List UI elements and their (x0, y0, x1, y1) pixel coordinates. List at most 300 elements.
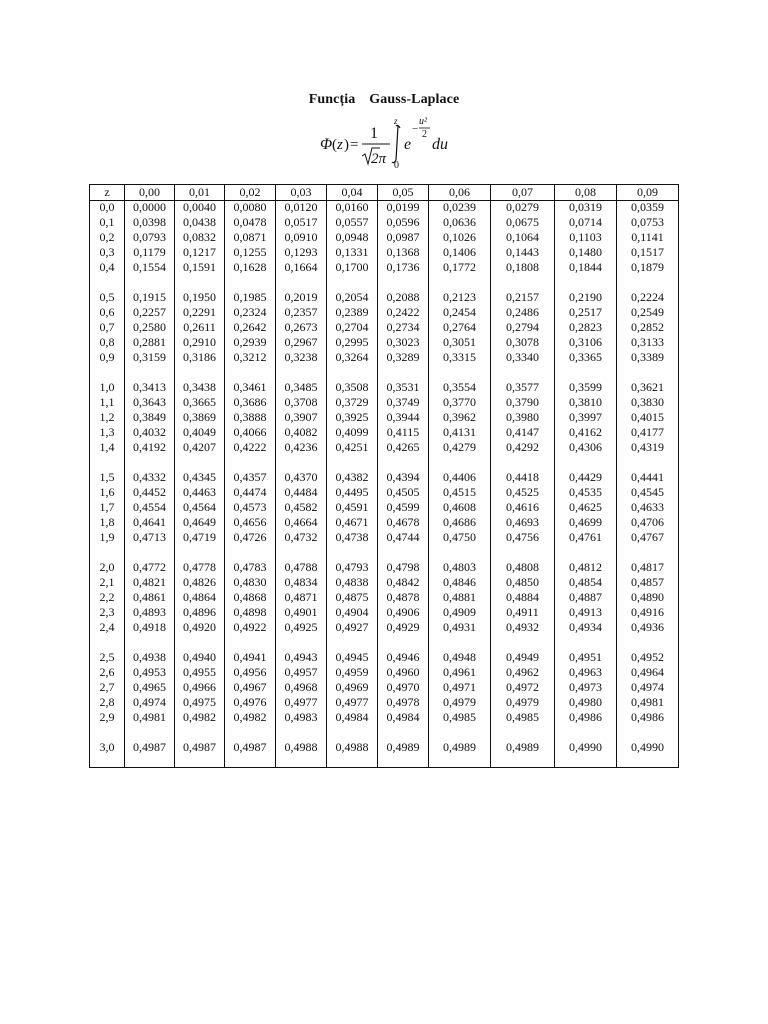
table-cell: 0,4842 (386, 575, 420, 589)
table-cell: 0,4976 (233, 695, 267, 709)
table-cell: 0,2823 (569, 320, 602, 334)
row-z-label: 0,9 (99, 350, 115, 364)
table-cell: 0,4973 (569, 680, 602, 694)
table-cell: 0,4616 (506, 500, 539, 514)
column-header: 0,01 (175, 185, 224, 201)
table-cell: 0,4783 (233, 560, 267, 574)
row-z-label: 2,4 (99, 620, 115, 634)
table-cell: 0,4826 (183, 575, 216, 589)
column-3 (224, 185, 275, 767)
formula-equals: = (350, 137, 359, 153)
table-cell: 0,4738 (335, 530, 369, 544)
table-cell: 0,4972 (506, 680, 539, 694)
table-cell: 0,4608 (443, 500, 476, 514)
table-cell: 0,4981 (133, 710, 166, 724)
table-cell: 0,4974 (133, 695, 166, 709)
table-cell: 0,4985 (506, 710, 539, 724)
table-cell: 0,0120 (284, 200, 318, 214)
table-cell: 0,4429 (569, 470, 602, 484)
table-cell: 0,2422 (386, 305, 420, 319)
table-cell: 0,2967 (284, 335, 318, 349)
table-cell: 0,0398 (133, 215, 166, 229)
table-cell: 0,3790 (506, 395, 539, 409)
table-cell: 0,0438 (183, 215, 216, 229)
table-cell: 0,4949 (506, 650, 539, 664)
table-cell: 0,4861 (133, 590, 166, 604)
table-cell: 0,2389 (335, 305, 369, 319)
table-cell: 0,4545 (631, 485, 664, 499)
table-cell: 0,4922 (233, 620, 267, 634)
table-cell: 0,4418 (506, 470, 539, 484)
table-cell: 0,3980 (506, 410, 539, 424)
table-cell: 0,4582 (284, 500, 318, 514)
table-cell: 0,4406 (443, 470, 476, 484)
table-cell: 0,4846 (443, 575, 476, 589)
table-cell: 0,4699 (569, 515, 602, 529)
formula-arg: z (337, 137, 343, 153)
table-cell: 0,4986 (569, 710, 602, 724)
table-cell: 0,4817 (631, 560, 664, 574)
table-cell: 0,4726 (233, 530, 267, 544)
column-4 (275, 185, 326, 767)
formula-exp-numerator: u² (419, 116, 427, 127)
table-cell: 0,0319 (569, 200, 602, 214)
table-cell: 0,4756 (506, 530, 539, 544)
table-cell: 0,4971 (443, 680, 476, 694)
table-cell: 0,4986 (631, 710, 664, 724)
table-cell: 0,4641 (133, 515, 166, 529)
table-cell: 0,3686 (233, 395, 267, 409)
table-cell: 0,3051 (443, 335, 476, 349)
column-8 (490, 185, 554, 767)
row-z-label: 2,3 (99, 605, 115, 619)
table-cell: 0,4649 (183, 515, 216, 529)
table-cell: 0,1879 (631, 260, 664, 274)
table-cell: 0,1915 (133, 290, 166, 304)
table-cell: 0,2995 (335, 335, 369, 349)
table-cell: 0,4984 (335, 710, 369, 724)
table-cell: 0,4959 (335, 665, 369, 679)
row-z-label: 0,4 (99, 260, 115, 274)
table-cell: 0,0239 (443, 200, 476, 214)
formula-integral-sign (392, 125, 400, 162)
table-cell: 0,3599 (569, 380, 602, 394)
table-cell: 0,2019 (284, 290, 318, 304)
table-cell: 0,0793 (133, 230, 166, 244)
table-cell: 0,1406 (443, 245, 476, 259)
table-cell: 0,4793 (335, 560, 369, 574)
table-cell: 0,4957 (284, 665, 318, 679)
column-2 (174, 185, 224, 767)
table-cell: 0,1064 (506, 230, 539, 244)
formula-exp-sign: − (412, 123, 419, 135)
table-cell: 0,1985 (233, 290, 267, 304)
row-z-label: 0,5 (99, 290, 115, 304)
table-cell: 0,3577 (506, 380, 539, 394)
table-cell: 0,4177 (631, 425, 664, 439)
formula-exp-denominator: 2 (422, 129, 427, 140)
table-cell: 0,1255 (233, 245, 267, 259)
table-cell: 0,4969 (335, 680, 369, 694)
table-cell: 0,4463 (183, 485, 216, 499)
table-cell: 0,4251 (335, 440, 369, 454)
table-cell: 0,4744 (386, 530, 420, 544)
table-cell: 0,4967 (233, 680, 267, 694)
table-cell: 0,4932 (506, 620, 539, 634)
column-7 (428, 185, 490, 767)
table-cell: 0,4732 (284, 530, 318, 544)
table-cell: 0,4207 (183, 440, 216, 454)
table-cell: 0,3106 (569, 335, 602, 349)
table-cell: 0,4966 (183, 680, 216, 694)
table-cell: 0,4868 (233, 590, 267, 604)
table-cell: 0,4964 (631, 665, 664, 679)
title-word-gauss-laplace: Gauss-Laplace (369, 92, 460, 107)
title-word-functia: Funcția (308, 92, 356, 107)
table-cell: 0,4960 (386, 665, 420, 679)
table-cell: 0,4573 (233, 500, 267, 514)
table-cell: 0,4279 (443, 440, 476, 454)
row-z-label: 1,9 (99, 530, 115, 544)
table-cell: 0,3413 (133, 380, 166, 394)
table-cell: 0,3925 (335, 410, 369, 424)
table-cell: 0,3133 (631, 335, 664, 349)
table-cell: 0,4854 (569, 575, 602, 589)
column-header: 0,07 (491, 185, 554, 201)
table-cell: 0,4394 (386, 470, 420, 484)
table-cell: 0,3770 (443, 395, 476, 409)
table-cell: 0,4803 (443, 560, 476, 574)
table-cell: 0,4911 (506, 605, 539, 619)
table-cell: 0,4535 (569, 485, 602, 499)
column-5 (326, 185, 377, 767)
table-cell: 0,0987 (386, 230, 420, 244)
table-cell: 0,4943 (284, 650, 318, 664)
table-cell: 0,4901 (284, 605, 318, 619)
row-z-label: 2,0 (99, 560, 115, 574)
table-cell: 0,4871 (284, 590, 318, 604)
table-cell: 0,4988 (335, 740, 369, 754)
table-cell: 0,4931 (443, 620, 476, 634)
table-cell: 0,4525 (506, 485, 539, 499)
table-cell: 0,3830 (631, 395, 664, 409)
table-cell: 0,3962 (443, 410, 476, 424)
row-z-label: 1,7 (99, 500, 115, 514)
table-cell: 0,4881 (443, 590, 476, 604)
table-cell: 0,4878 (386, 590, 420, 604)
table-cell: 0,3186 (183, 350, 216, 364)
table-cell: 0,0948 (335, 230, 369, 244)
table-cell: 0,0517 (284, 215, 318, 229)
table-cell: 0,0160 (335, 200, 369, 214)
table-cell: 0,4474 (233, 485, 267, 499)
formula-numerator: 1 (370, 125, 378, 142)
table-cell: 0,3289 (386, 350, 420, 364)
table-cell: 0,4830 (233, 575, 267, 589)
table-cell: 0,4989 (443, 740, 476, 754)
table-cell: 0,1808 (506, 260, 539, 274)
row-z-label: 0,8 (99, 335, 115, 349)
row-z-label: 0,2 (99, 230, 115, 244)
column-header: z (90, 185, 124, 201)
table-cell: 0,3944 (386, 410, 420, 424)
formula-lower-limit: 0 (394, 160, 399, 171)
row-z-label: 1,5 (99, 470, 115, 484)
gauss-laplace-table (89, 184, 679, 768)
row-z-label: 0,3 (99, 245, 115, 259)
formula-upper-limit: z (394, 116, 398, 126)
table-cell: 0,4834 (284, 575, 318, 589)
table-cell: 0,3340 (506, 350, 539, 364)
table-cell: 0,4767 (631, 530, 664, 544)
table-cell: 0,4981 (631, 695, 664, 709)
table-cell: 0,3461 (233, 380, 267, 394)
table-cell: 0,4990 (569, 740, 602, 754)
table-cell: 0,2123 (443, 290, 476, 304)
table-cell: 0,1554 (133, 260, 166, 274)
table-cell: 0,2881 (133, 335, 166, 349)
table-cell: 0,2054 (335, 290, 369, 304)
table-cell: 0,4989 (386, 740, 420, 754)
table-cell: 0,4936 (631, 620, 664, 634)
table-cell: 0,1368 (386, 245, 420, 259)
table-cell: 0,3159 (133, 350, 166, 364)
table-cell: 0,3438 (183, 380, 216, 394)
table-cell: 0,4719 (183, 530, 216, 544)
table-cell: 0,3554 (443, 380, 476, 394)
row-z-label: 1,1 (99, 395, 115, 409)
column-header: 0,05 (378, 185, 428, 201)
table-cell: 0,4857 (631, 575, 664, 589)
table-cell: 0,2224 (631, 290, 664, 304)
gauss-laplace-formula (318, 112, 458, 174)
table-cell: 0,1331 (335, 245, 369, 259)
table-cell: 0,4955 (183, 665, 216, 679)
table-cell: 0,3749 (386, 395, 420, 409)
table-cell: 0,4099 (335, 425, 369, 439)
table-cell: 0,1026 (443, 230, 476, 244)
table-cell: 0,2642 (233, 320, 267, 334)
table-cell: 0,4948 (443, 650, 476, 664)
table-cell: 0,4049 (183, 425, 216, 439)
table-cell: 0,1480 (569, 245, 602, 259)
table-cell: 0,4788 (284, 560, 318, 574)
table-cell: 0,4925 (284, 620, 318, 634)
table-cell: 0,4875 (335, 590, 369, 604)
table-cell: 0,4452 (133, 485, 166, 499)
table-cell: 0,4887 (569, 590, 602, 604)
table-cell: 0,4918 (133, 620, 166, 634)
formula-phi: Φ (320, 136, 333, 153)
table-cell: 0,4633 (631, 500, 664, 514)
table-cell: 0,4778 (183, 560, 216, 574)
table-cell: 0,3389 (631, 350, 664, 364)
table-cell: 0,4066 (233, 425, 267, 439)
page-title (0, 92, 768, 108)
table-cell: 0,4222 (233, 440, 267, 454)
table-cell: 0,3238 (284, 350, 318, 364)
table-cell: 0,1217 (183, 245, 216, 259)
row-z-label: 1,2 (99, 410, 115, 424)
table-cell: 0,0910 (284, 230, 318, 244)
table-cell: 0,3643 (133, 395, 166, 409)
table-cell: 0,4015 (631, 410, 664, 424)
table-cell: 0,4934 (569, 620, 602, 634)
table-cell: 0,4357 (233, 470, 267, 484)
row-z-label: 2,6 (99, 665, 115, 679)
table-cell: 0,4987 (233, 740, 267, 754)
table-cell: 0,2939 (233, 335, 267, 349)
table-cell: 0,4671 (335, 515, 369, 529)
table-cell: 0,4131 (443, 425, 476, 439)
table-cell: 0,2580 (133, 320, 166, 334)
row-z-label: 0,7 (99, 320, 115, 334)
table-cell: 0,0040 (183, 200, 216, 214)
table-cell: 0,4693 (506, 515, 539, 529)
column-9 (554, 185, 616, 767)
table-cell: 0,4772 (133, 560, 166, 574)
table-cell: 0,2257 (133, 305, 166, 319)
table-cell: 0,4115 (386, 425, 420, 439)
table-cell: 0,4332 (133, 470, 166, 484)
table-cell: 0,1700 (335, 260, 369, 274)
table-cell: 0,4599 (386, 500, 420, 514)
table-cell: 0,0000 (133, 200, 166, 214)
table-cell: 0,3621 (631, 380, 664, 394)
row-z-label: 3,0 (99, 740, 115, 754)
table-cell: 0,2549 (631, 305, 664, 319)
table-cell: 0,0871 (233, 230, 267, 244)
formula-denominator: 2π (371, 151, 387, 167)
table-cell: 0,2910 (183, 335, 216, 349)
table-cell: 0,4236 (284, 440, 318, 454)
table-cell: 0,4505 (386, 485, 420, 499)
table-cell: 0,4664 (284, 515, 318, 529)
table-cell: 0,4686 (443, 515, 476, 529)
table-cell: 0,4977 (284, 695, 318, 709)
table-cell: 0,1628 (233, 260, 267, 274)
table-cell: 0,4495 (335, 485, 369, 499)
table-cell: 0,4984 (386, 710, 420, 724)
table-cell: 0,1179 (133, 245, 166, 259)
table-cell: 0,0359 (631, 200, 664, 214)
table-cell: 0,4656 (233, 515, 267, 529)
table-cell: 0,3315 (443, 350, 476, 364)
table-cell: 0,4952 (631, 650, 664, 664)
table-cell: 0,4909 (443, 605, 476, 619)
table-cell: 0,0714 (569, 215, 602, 229)
table-cell: 0,1664 (284, 260, 318, 274)
table-cell: 0,4980 (569, 695, 602, 709)
table-cell: 0,4798 (386, 560, 420, 574)
column-1 (124, 185, 174, 767)
table-cell: 0,4913 (569, 605, 602, 619)
table-cell: 0,4812 (569, 560, 602, 574)
formula-differential: du (432, 136, 448, 153)
table-cell: 0,4985 (443, 710, 476, 724)
table-cell: 0,4162 (569, 425, 602, 439)
row-z-label: 2,8 (99, 695, 115, 709)
table-cell: 0,4977 (335, 695, 369, 709)
row-z-label: 0,1 (99, 215, 115, 229)
row-z-label: 2,7 (99, 680, 115, 694)
table-cell: 0,2673 (284, 320, 318, 334)
table-cell: 0,4983 (284, 710, 318, 724)
table-cell: 0,3997 (569, 410, 602, 424)
table-cell: 0,4890 (631, 590, 664, 604)
column-header: 0,08 (555, 185, 616, 201)
table-cell: 0,2794 (506, 320, 539, 334)
table-cell: 0,4706 (631, 515, 664, 529)
table-cell: 0,2291 (183, 305, 216, 319)
table-cell: 0,4965 (133, 680, 166, 694)
table-cell: 0,4750 (443, 530, 476, 544)
table-cell: 0,1517 (631, 245, 664, 259)
row-z-label: 0,6 (99, 305, 115, 319)
table-cell: 0,4382 (335, 470, 369, 484)
table-cell: 0,2190 (569, 290, 602, 304)
table-cell: 0,4713 (133, 530, 166, 544)
table-cell: 0,3869 (183, 410, 216, 424)
table-cell: 0,4961 (443, 665, 476, 679)
table-cell: 0,3485 (284, 380, 318, 394)
table-cell: 0,0636 (443, 215, 476, 229)
table-cell: 0,4951 (569, 650, 602, 664)
table-cell: 0,0080 (233, 200, 267, 214)
formula-paren-left: ( (332, 137, 337, 153)
table-cell: 0,4963 (569, 665, 602, 679)
table-cell: 0,4821 (133, 575, 166, 589)
row-z-label: 0,0 (99, 200, 115, 214)
table-cell: 0,4968 (284, 680, 318, 694)
row-z-label: 2,1 (99, 575, 115, 589)
table-cell: 0,1844 (569, 260, 602, 274)
table-cell: 0,0279 (506, 200, 539, 214)
table-cell: 0,4940 (183, 650, 216, 664)
column-header: 0,00 (125, 185, 174, 201)
table-cell: 0,3508 (335, 380, 369, 394)
table-cell: 0,4906 (386, 605, 420, 619)
table-cell: 0,1772 (443, 260, 476, 274)
table-cell: 0,0832 (183, 230, 216, 244)
table-cell: 0,3365 (569, 350, 602, 364)
table-cell: 0,4916 (631, 605, 664, 619)
table-cell: 0,0675 (506, 215, 539, 229)
table-cell: 0,4345 (183, 470, 216, 484)
table-cell: 0,3849 (133, 410, 166, 424)
table-cell: 0,4864 (183, 590, 216, 604)
table-cell: 0,2157 (506, 290, 539, 304)
table-cell: 0,1293 (284, 245, 318, 259)
table-cell: 0,3810 (569, 395, 602, 409)
table-cell: 0,3665 (183, 395, 216, 409)
table-cell: 0,4945 (335, 650, 369, 664)
row-z-label: 1,4 (99, 440, 115, 454)
table-cell: 0,4370 (284, 470, 318, 484)
table-cell: 0,4962 (506, 665, 539, 679)
table-cell: 0,4082 (284, 425, 318, 439)
table-cell: 0,4850 (506, 575, 539, 589)
table-cell: 0,1736 (386, 260, 420, 274)
column-header: 0,03 (276, 185, 326, 201)
table-cell: 0,4982 (233, 710, 267, 724)
table-cell: 0,4591 (335, 500, 369, 514)
table-cell: 0,4974 (631, 680, 664, 694)
table-cell: 0,4904 (335, 605, 369, 619)
table-cell: 0,4979 (443, 695, 476, 709)
table-cell: 0,4989 (506, 740, 539, 754)
table-cell: 0,3907 (284, 410, 318, 424)
